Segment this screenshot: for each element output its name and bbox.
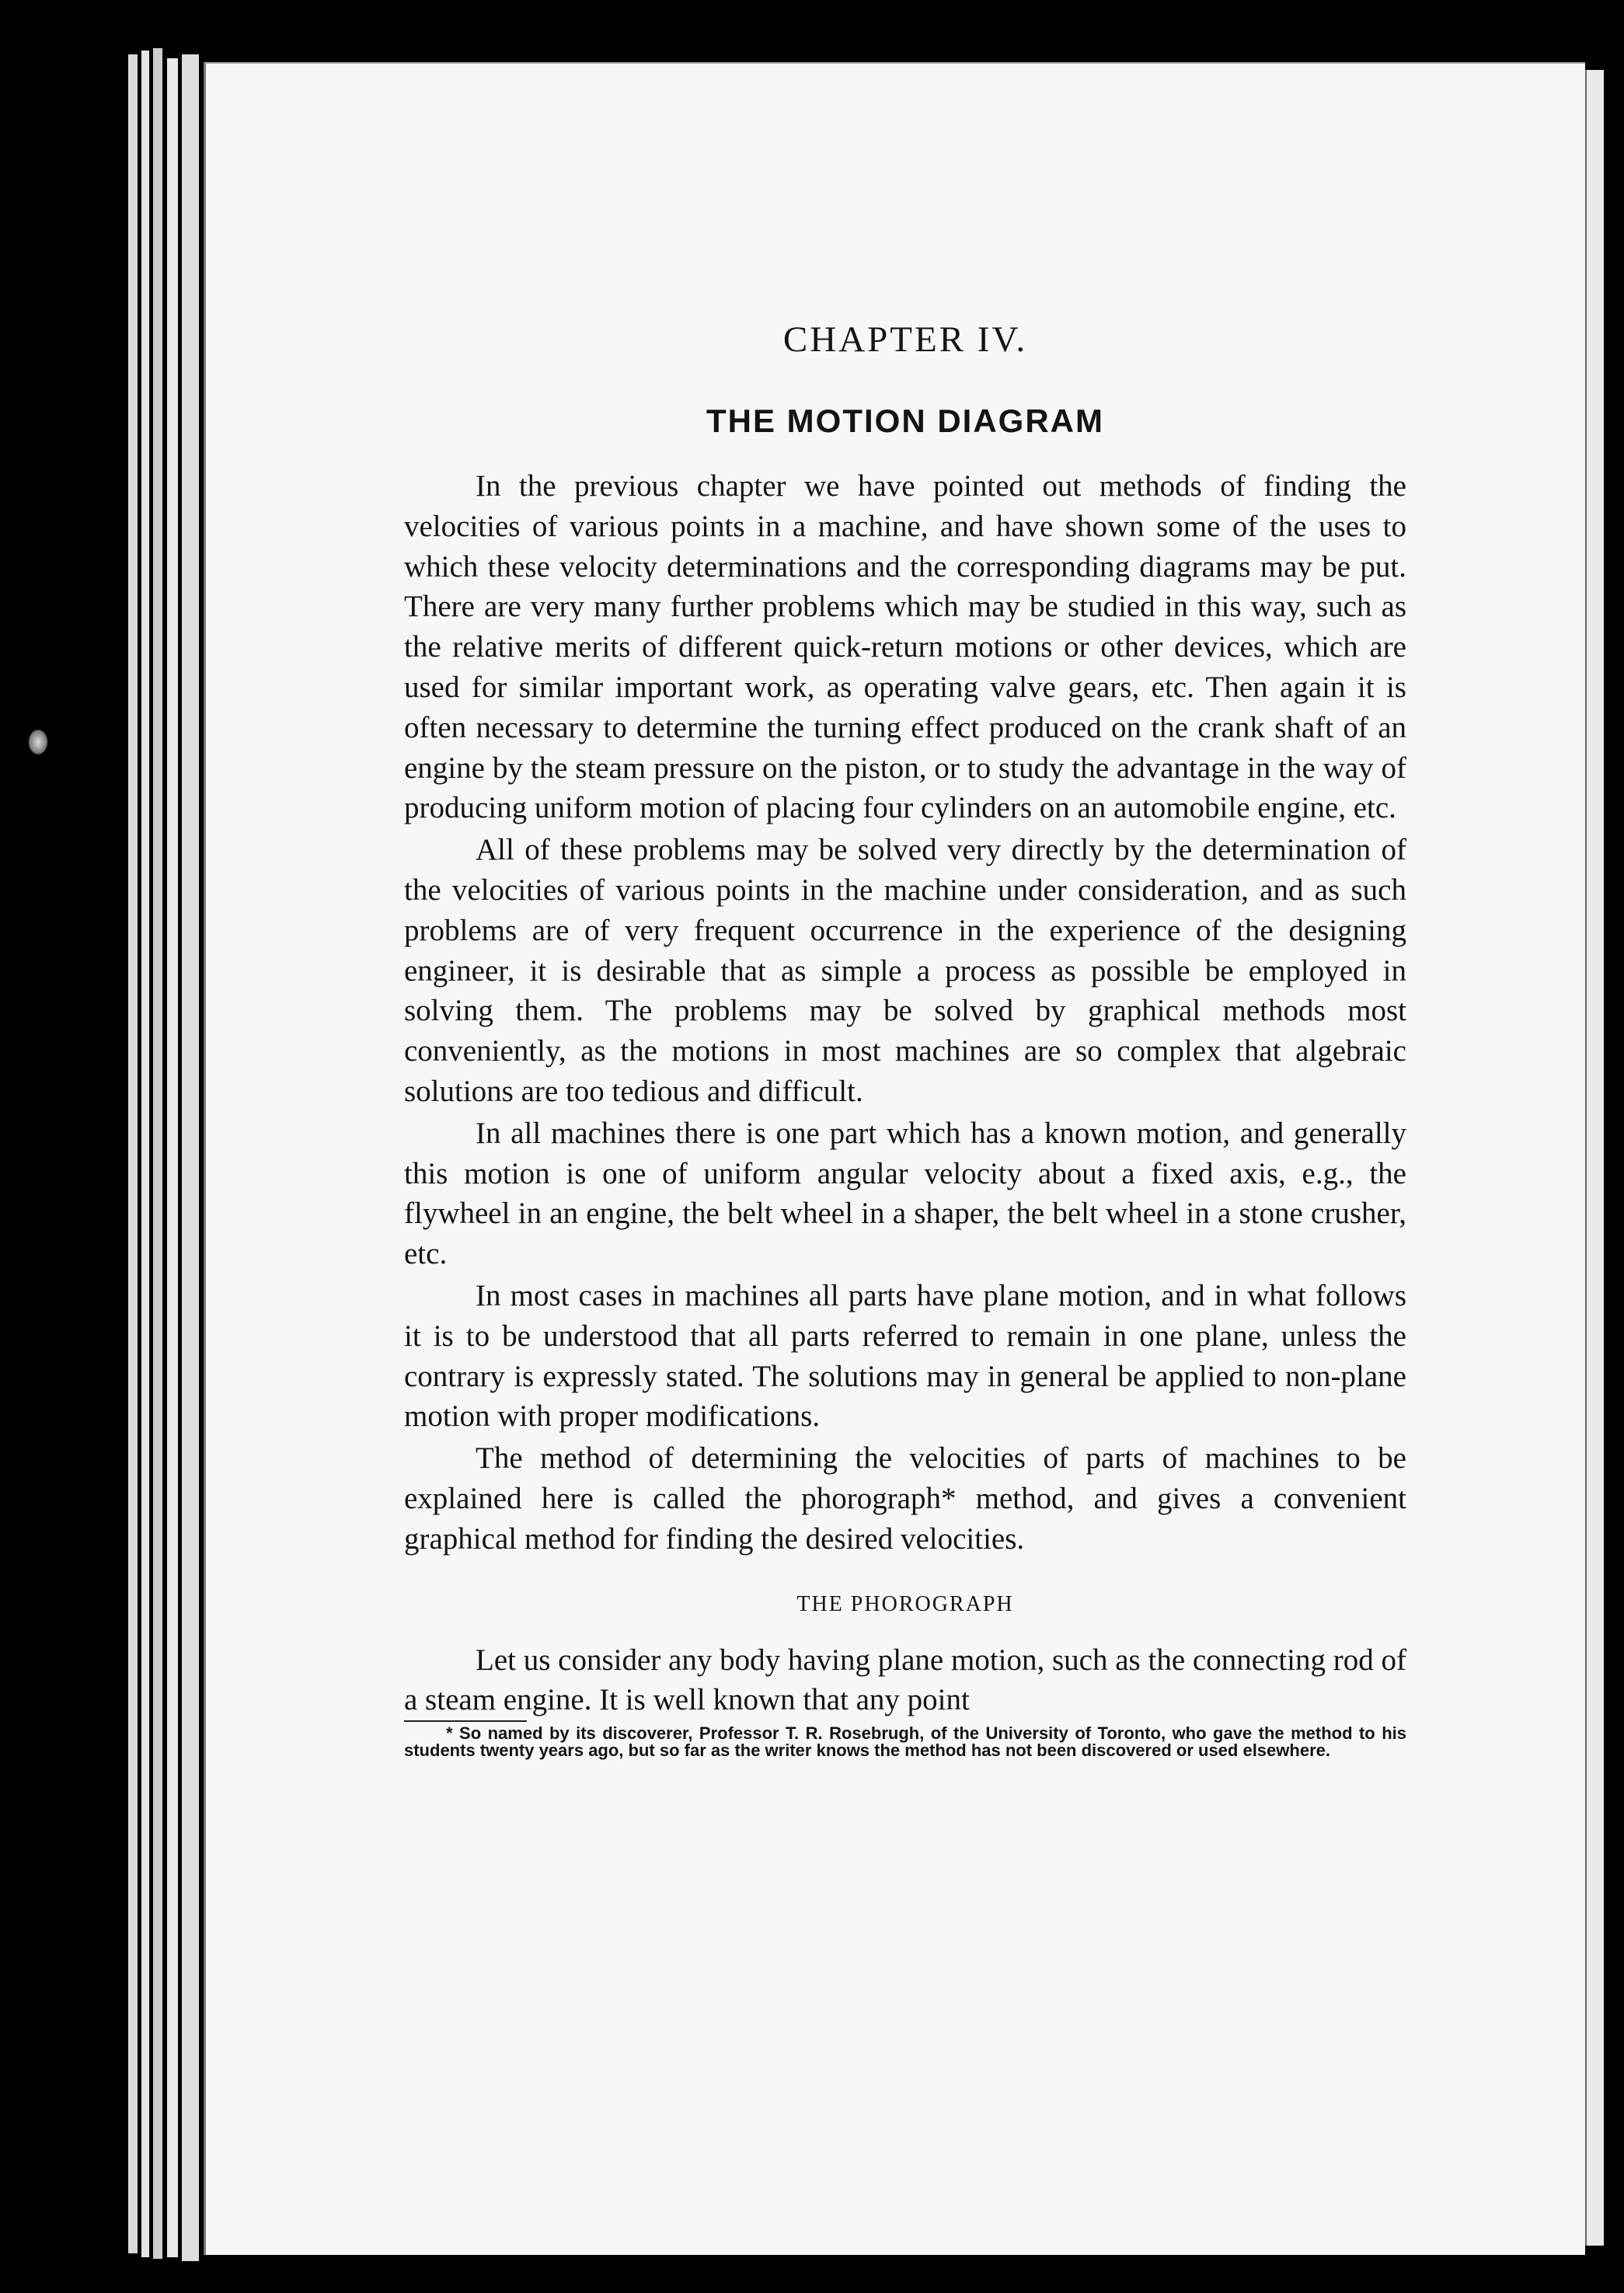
paragraph: The method of determining the velocities of parts of machines to be explained here is called the phorograph* method, and gives a convenient graphical method for finding the desired velocities. [404,1441,1406,1556]
paragraph: Let us consider any body having plane motion, such as the connecting rod of a steam engine. It is well known that any point [404,1643,1406,1717]
paragraph: In most cases in machines all parts have plane motion, and in what follows it is to be understood that all parts referred to remain in one plane, unless the contrary is expressly stated. The solutions may in general be applied to non-plane motion with proper modifications. [404,1278,1406,1434]
page-edge [182,54,199,2261]
paragraph: In all machines there is one part which has a known motion, and generally this motion is one of uniform angular velocity about a fixed axis, e.g., the flywheel in an engine, the belt wheel in a shaper, the belt wheel in a stone crusher, etc. [404,1116,1406,1271]
page-content [404,319,1406,1759]
paragraph: In the previous chapter we have pointed out methods of finding the velocities of various points in a machine, and have shown some of the uses to which these velocity determinations and the corresponding diagrams may be put. There are very many further problems which may be studied in this way, such as the relative merits of different quick-return motions or other devices, which are used for similar important work, as operating valve gears, etc. Then again it is often necessary to determine the turning effect produced on the crank shaft of an engine by the steam pressure on the piston, or to study the advantage in the way of producing uniform motion of placing four cylinders on an automobile engine, etc. [404,469,1406,825]
page-edge [167,58,178,2257]
scan-artifact [28,729,48,755]
page-gutter [1585,70,1604,2246]
footnote: * So named by its discoverer, Professor T. R. Rosebrugh, of the University of Toronto, who gave the method to his students twenty years ago, but so far as the writer knows the method has not been discovered or used elsewhere. [404,1723,1406,1761]
page-edge [153,48,162,2259]
paragraph: All of these problems may be solved very directly by the determination of the velocities of various points in the machine under consideration, and as such problems are of very frequent occurrence in the experience of the designing engineer, it is desirable that as simple a process as possible be employed in solving them. The problems may be solved by graphical methods most conveniently, as the motions in most machines are so complex that algebraic solutions are too tedious and difficult. [404,833,1406,1108]
chapter-title: THE MOTION DIAGRAM [706,402,1104,439]
section-heading: THE PHOROGRAPH [796,1591,1014,1616]
footnote-rule [404,1720,527,1722]
page-edge [141,51,149,2257]
page-edge [128,54,138,2253]
chapter-number: CHAPTER IV. [782,319,1028,360]
